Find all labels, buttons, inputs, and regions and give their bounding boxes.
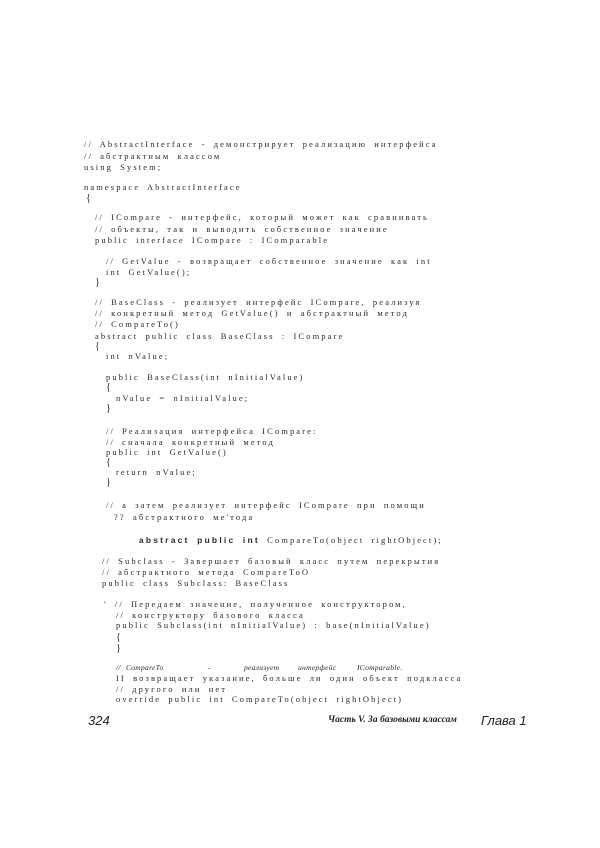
comment-line: // конструктору базового класса bbox=[116, 610, 305, 620]
code-line: public class Subclass: BaseClass bbox=[102, 578, 290, 588]
page-number: 324 bbox=[88, 713, 110, 728]
comment-line: // сначала конкретный метод bbox=[106, 437, 275, 447]
comment-line: реализует bbox=[244, 663, 280, 672]
brace: { bbox=[106, 457, 111, 468]
comment-line: // Реализация интерфейса ICompare: bbox=[106, 426, 318, 436]
code-line: int GetValue(); bbox=[106, 267, 192, 277]
comment-line: // AbstractInterface - демонстрирует реализацию интерфейса bbox=[84, 139, 438, 149]
brace: { bbox=[106, 382, 111, 393]
code-line: abstract public class BaseClass : ICompare bbox=[95, 331, 345, 341]
brace: { bbox=[95, 341, 100, 352]
brace: } bbox=[95, 277, 100, 288]
brace: } bbox=[106, 477, 111, 488]
comment-line: // конкретный метод GetValue() и абстрактный метод bbox=[95, 308, 409, 318]
comment-line: // Subclass - Завершает базовый класс путем перекрытия bbox=[102, 556, 441, 566]
comment-line: интерфейс bbox=[298, 663, 337, 672]
code-line: nValue = nInitialValue; bbox=[116, 393, 250, 403]
brace: } bbox=[116, 643, 121, 654]
comment-line: ?? абстрактного ме'тода bbox=[114, 512, 255, 522]
comment-line: // GetValue - возвращает собственное значение как int bbox=[106, 256, 432, 266]
code-text: CompareTo(object rightObject); bbox=[267, 535, 443, 545]
running-footer-chapter: Глава 1 bbox=[481, 713, 527, 728]
code-line: public BaseClass(int nInitialValue) bbox=[106, 372, 305, 382]
comment-line: II возвращает указание, больше ли один объект подкласса bbox=[116, 673, 463, 683]
comment-line: // абстрактным классом bbox=[84, 151, 222, 161]
brace: { bbox=[116, 632, 121, 643]
comment-line: IComparable. bbox=[357, 663, 403, 672]
comment-line: // CompareTo bbox=[116, 663, 164, 672]
comment-line: // другого или нет bbox=[116, 684, 228, 694]
comment-line: // а затем реализует интерфейс ICompare при помощи bbox=[106, 500, 426, 510]
code-line: public interface ICompare : IComparable bbox=[95, 235, 330, 245]
code-line: using System; bbox=[84, 162, 163, 172]
code-line bbox=[110, 524, 443, 557]
code-line: int nValue; bbox=[106, 351, 170, 361]
comment-line: // CompareTo() bbox=[95, 319, 180, 329]
comment-line: // объекты, так и выводить собственное значение bbox=[95, 224, 389, 234]
code-line: public int GetValue() bbox=[106, 447, 228, 457]
running-footer-part-title: Часть V. За базовыми классам bbox=[328, 715, 457, 725]
code-line: return nValue; bbox=[116, 467, 197, 477]
code-line: override public int CompareTo(object rightObject) bbox=[116, 694, 404, 704]
comment-line: - bbox=[208, 663, 211, 672]
code-line: public Subclass(int nInitialValue) : base(nInitialValue) bbox=[116, 620, 431, 630]
comment-line: // ICompare - интерфейс, который может как сравнивать bbox=[95, 212, 429, 222]
comment-line: // BaseClass - реализует интерфейс ICompare, реализуя bbox=[95, 297, 422, 307]
brace: { bbox=[86, 193, 91, 204]
comment-line: ' // Передаем значение, полученное конструктором, bbox=[104, 599, 407, 609]
brace: } bbox=[106, 403, 111, 414]
comment-line: // абстрактного метода CompareToO bbox=[102, 567, 311, 577]
code-line: namespace AbstractInterface bbox=[84, 182, 242, 192]
keyword-text: abstract public int bbox=[138, 535, 260, 545]
